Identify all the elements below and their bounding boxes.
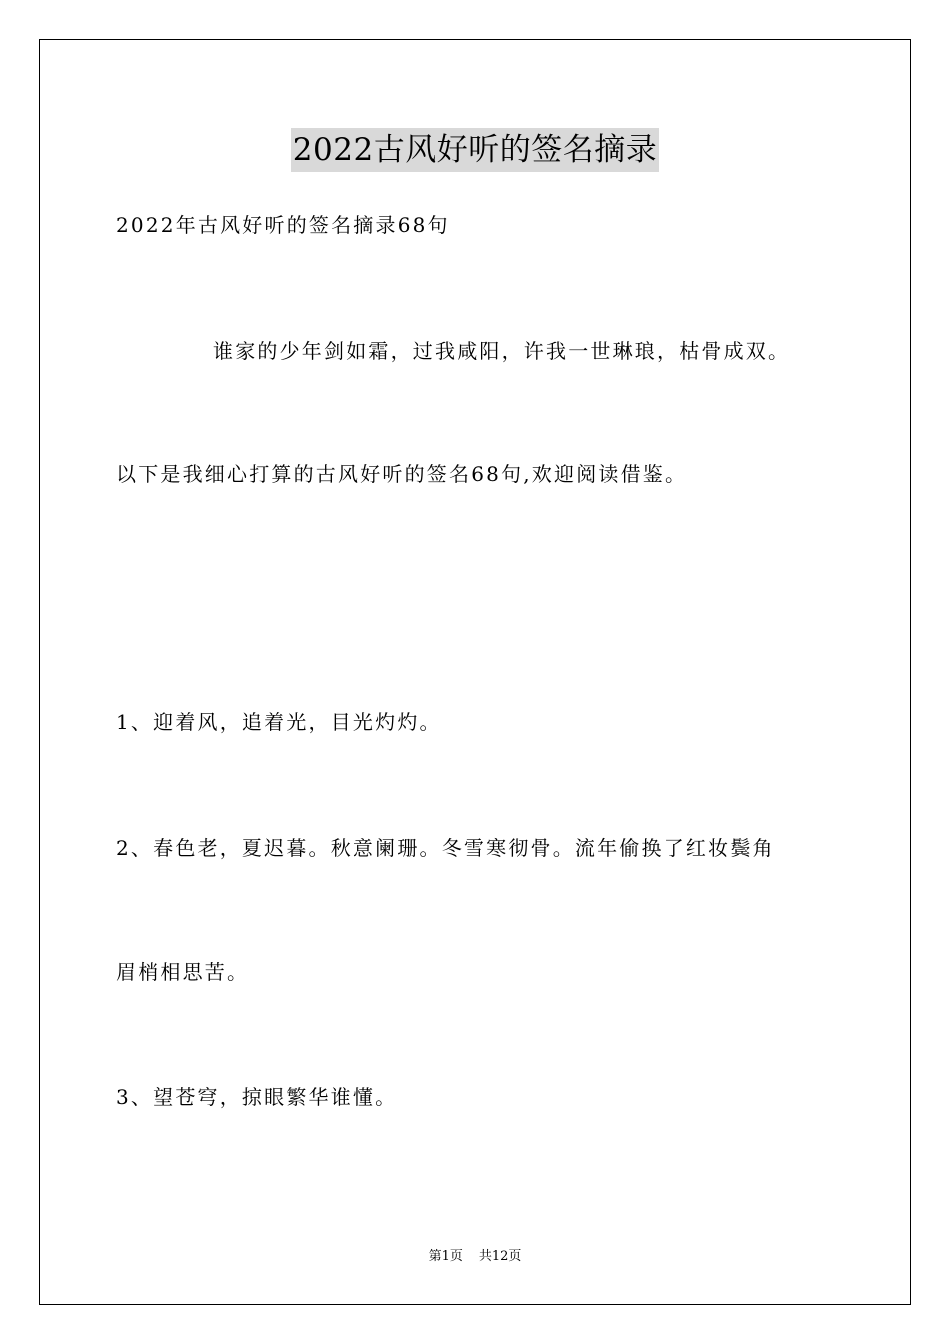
list-item-1: 1、迎着风，追着光，目光灼灼。 xyxy=(116,710,442,734)
page-footer xyxy=(0,1248,950,1266)
subtitle-line: 2022年古风好听的签名摘录68句 xyxy=(116,213,450,237)
list-item-3: 3、望苍穹，掠眼繁华谁懂。 xyxy=(116,1085,398,1109)
intro-paragraph: 以下是我细心打算的古风好听的签名68句,欢迎阅读借鉴。 xyxy=(116,462,688,486)
page-total: 共12页 xyxy=(478,1249,522,1264)
page-number: 第1页 xyxy=(428,1249,463,1264)
document-title: 2022古风好听的签名摘录 xyxy=(291,128,659,172)
list-item-2-continued: 眉梢相思苦。 xyxy=(116,960,250,984)
intro-quote: 谁家的少年剑如霜，过我咸阳，许我一世琳琅，枯骨成双。 xyxy=(213,339,791,363)
title-container xyxy=(0,128,950,172)
list-item-2: 2、春色老，夏迟暮。秋意阑珊。冬雪寒彻骨。流年偷换了红妆鬓角 xyxy=(116,836,775,860)
